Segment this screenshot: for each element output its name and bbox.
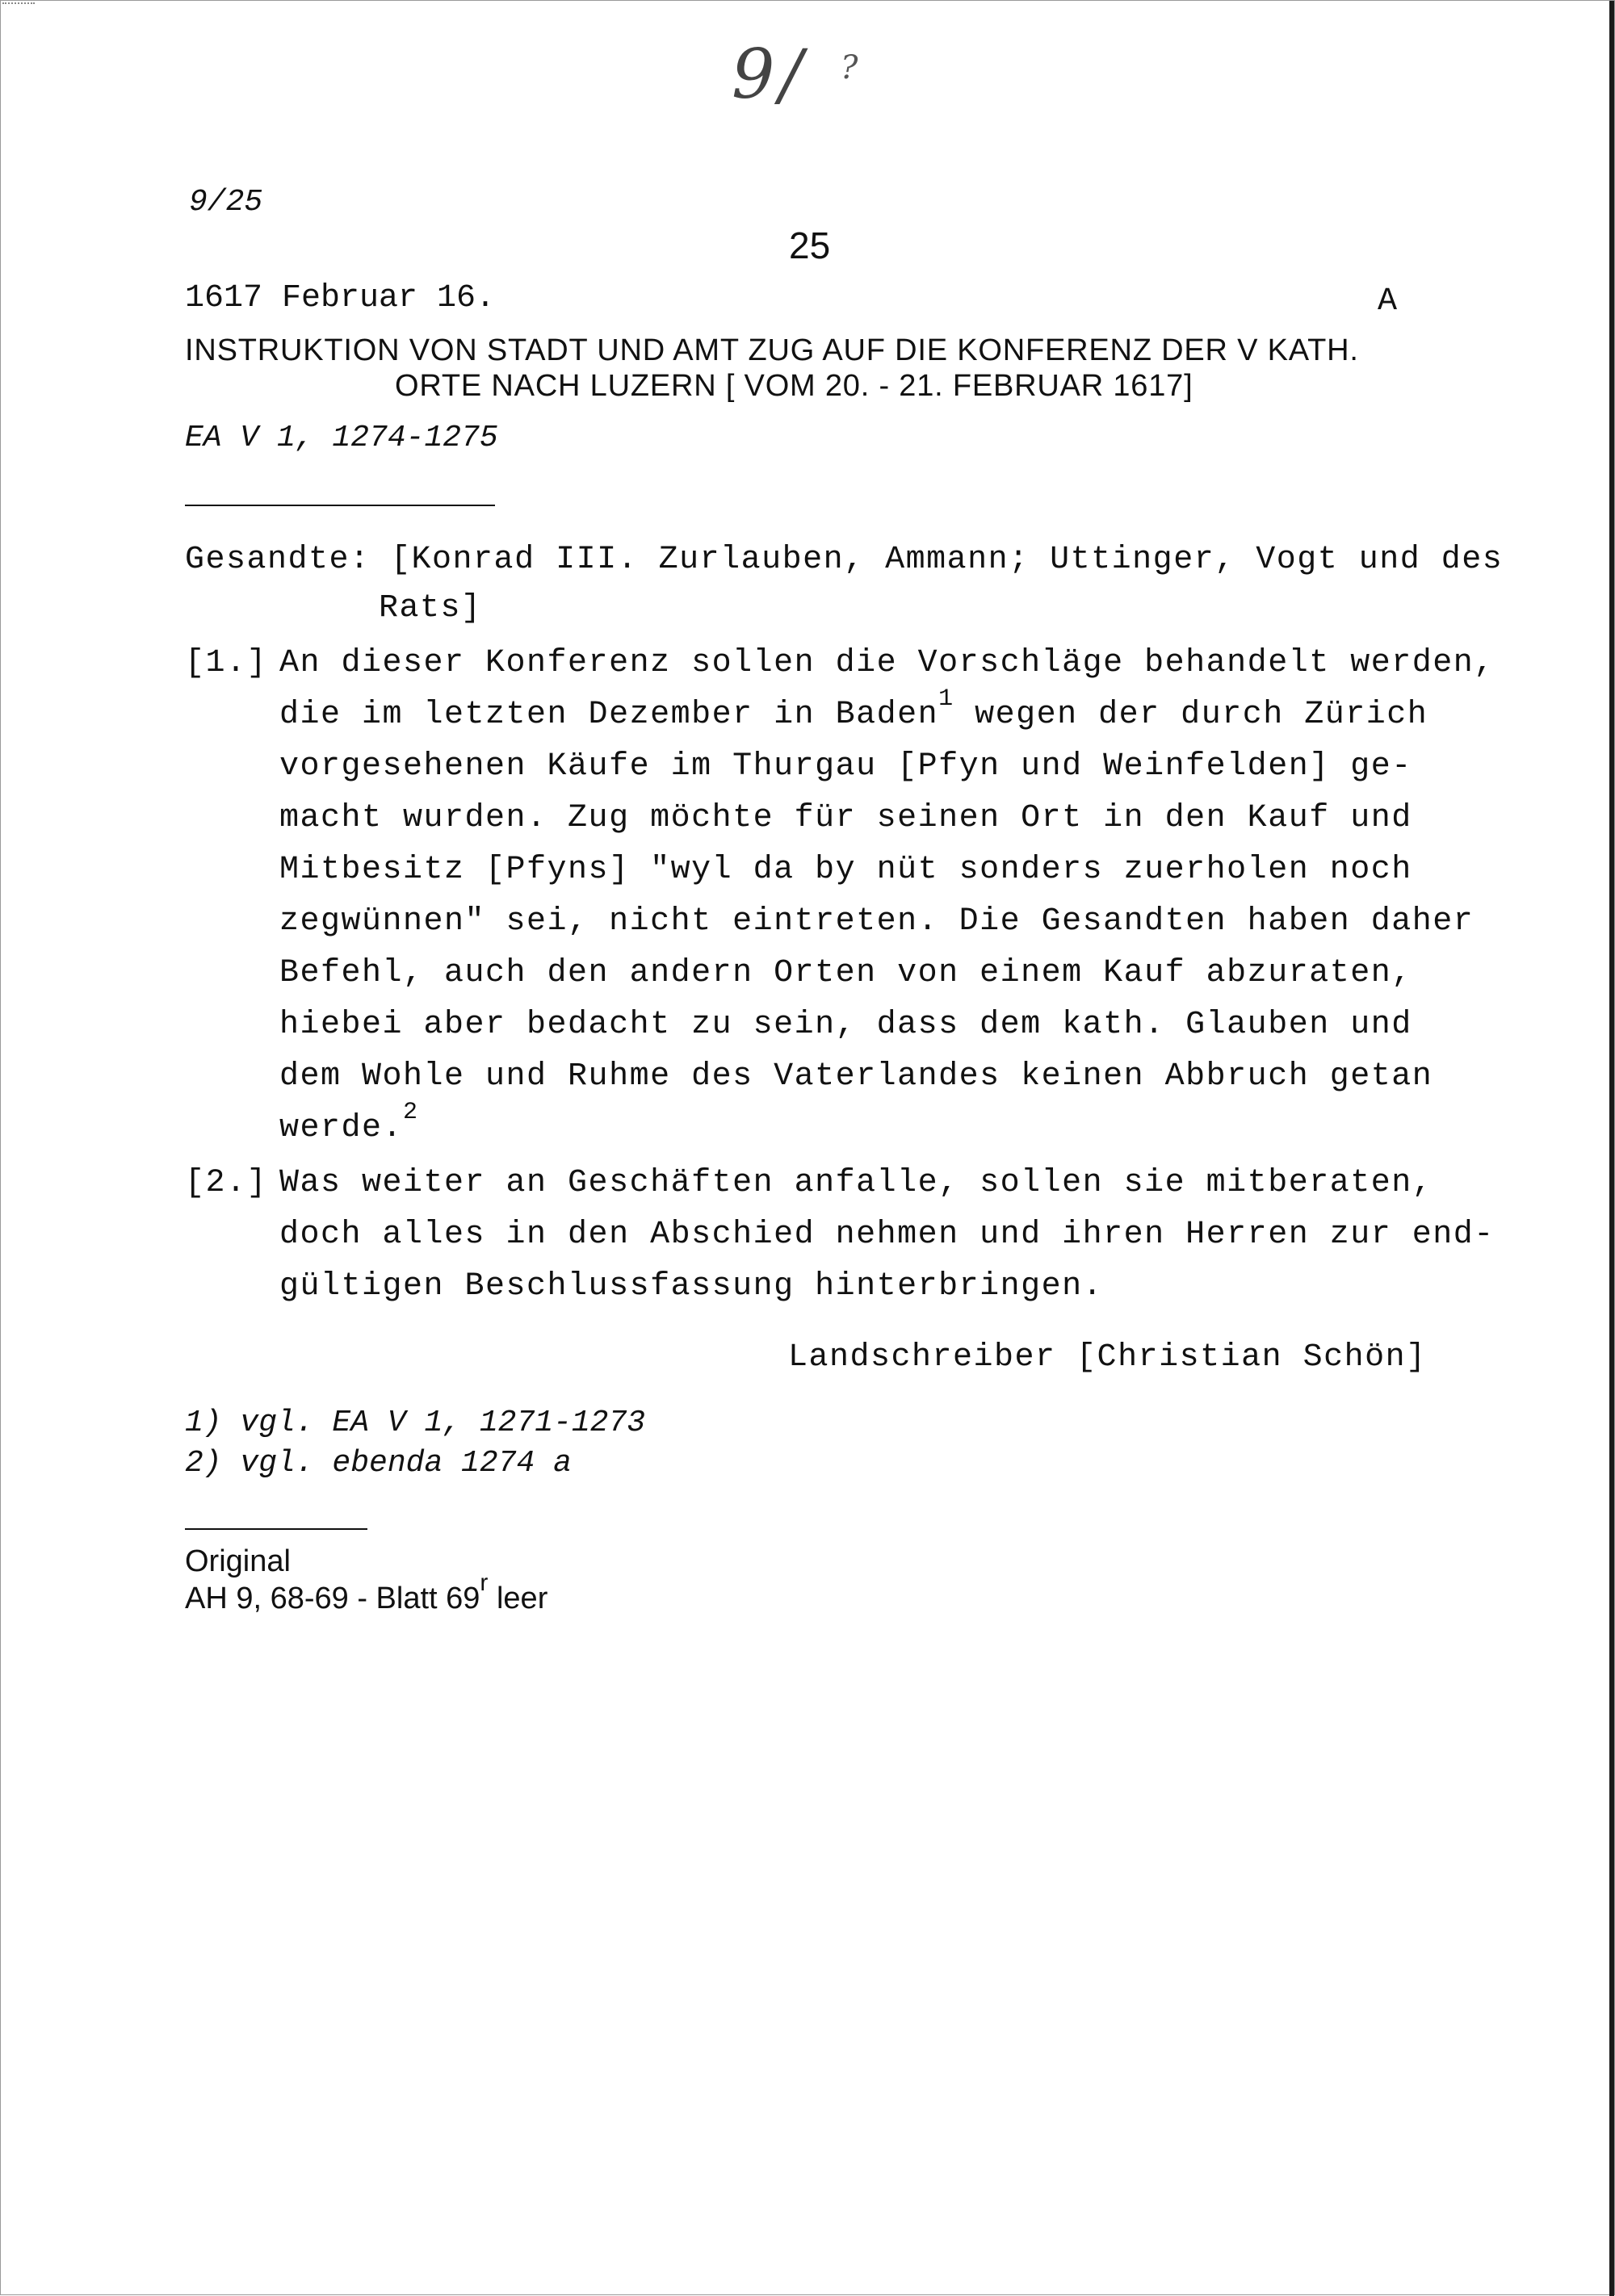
item-1-line: hiebei aber bedacht zu sein, dass dem kath. Glauben und — [279, 1007, 1412, 1043]
item-1-line: Befehl, auch den andern Orten von einem Kauf abzuraten, — [279, 955, 1412, 991]
item-1-line: Mitbesitz [Pfyns] "wyl da by nüt sonders zuerholen noch — [279, 852, 1412, 888]
item-1-line: vorgesehenen Käufe im Thurgau [Pfyn und Weinfelden] ge- — [279, 748, 1412, 785]
item-1-label: [1.] — [185, 645, 268, 681]
file-reference: 9/25 — [189, 185, 263, 220]
item-1-line: dem Wohle und Ruhme des Vaterlandes keinen Abbruch getan — [279, 1058, 1433, 1095]
document-number: 25 — [789, 224, 831, 266]
handwritten-mark-small: ? — [841, 49, 858, 86]
item-1-line: werde.$^2$ — [279, 1099, 419, 1146]
scan-artifact — [2, 2, 35, 6]
document-title-line-2: ORTE NACH LUZERN [ VOM 20. - 21. FEBRUAR 1617] — [395, 369, 1193, 403]
document-marker: A — [1378, 283, 1398, 320]
document-title-line-1: INSTRUKTION VON STADT UND AMT ZUG AUF DIE KONFERENZ DER V KATH. — [185, 333, 1359, 367]
footnote-marker: 2 — [403, 1099, 419, 1126]
footnote-2: 2) vgl. ebenda 1274 a — [185, 1446, 572, 1481]
footnote-1: 1) vgl. EA V 1, 1271-1273 — [185, 1406, 646, 1440]
section-divider — [185, 505, 495, 506]
footnote-divider — [185, 1528, 367, 1530]
source-reference: EA V 1, 1274-1275 — [185, 421, 498, 455]
footnote-marker: 1 — [938, 685, 954, 713]
item-1-line: macht wurden. Zug möchte für seinen Ort in den Kauf und — [279, 800, 1412, 836]
archive-label: Original — [185, 1544, 291, 1578]
envoys-line-2: Rats] — [379, 590, 482, 626]
handwritten-mark: 9/ — [732, 35, 808, 114]
item-2-line: Was weiter an Geschäften anfalle, sollen sie mitberaten, — [279, 1165, 1433, 1201]
item-1-line: die im letzten Dezember in Baden$^1$ wegen der durch Zürich — [279, 685, 1428, 733]
item-2-line: doch alles in den Abschied nehmen und ihren Herren zur end- — [279, 1217, 1495, 1253]
item-1-line: zegwünnen" sei, nicht eintreten. Die Gesandten haben daher — [279, 903, 1474, 940]
item-2-label: [2.] — [185, 1165, 268, 1201]
envoys-line-1: Gesandte: [Konrad III. Zurlauben, Ammann; Uttinger, Vogt und des — [185, 542, 1504, 578]
item-2-line: gültigen Beschlussfassung hinterbringen. — [279, 1268, 1104, 1305]
archive-reference: AH 9, 68-69 - Blatt 69$^r$ leer — [185, 1569, 548, 1615]
signature: Landschreiber [Christian Schön] — [788, 1339, 1427, 1376]
scan-edge — [1609, 1, 1614, 2296]
item-1-line: An dieser Konferenz sollen die Vorschläge behandelt werden, — [279, 645, 1495, 681]
document-date: 1617 Februar 16. — [185, 280, 496, 316]
